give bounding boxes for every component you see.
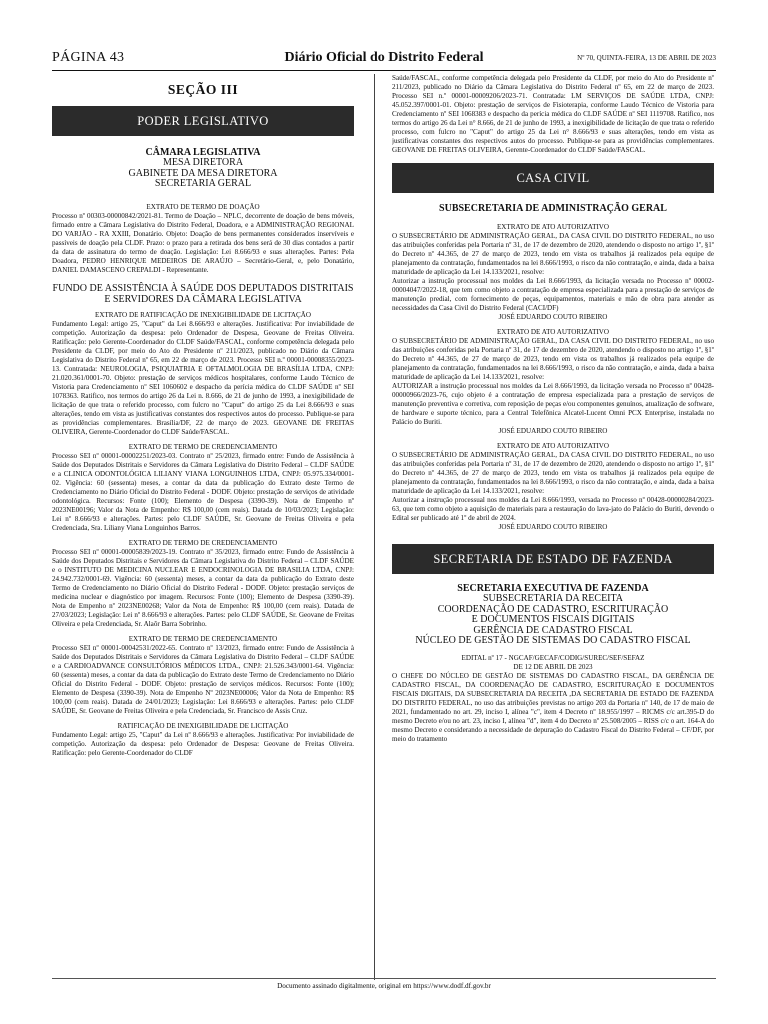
fund-title: FUNDO DE ASSISTÊNCIA À SAÚDE DOS DEPUTADOS DISTRITAIS E SERVIDORES DA CÂMARA LEGISLATIVA: [52, 282, 354, 305]
act-title: EXTRATO DE ATO AUTORIZATIVO: [496, 442, 610, 450]
act-body: Saúde/FASCAL, conforme competência delegada pelo Presidente da CLDF, por meio do Ato do Presidente nº 211/2023, publicado no Diário da Câmara Legislativa do Distrito Federal nº 65, em 22 de março de 2023. Processo SEI n.º 00001-00009206/2023-71. Contratada: LM SERVIÇOS DE SAÚDE LTDA, CNPJ: 45.052.397/0001-01. Objeto: prestação de serviços de Fisioterapia, conforme Laudo Técnico de Vistoria para Credenciamento nº SEI 1068383 e despacho da perícia médica do CLDF SAÚDE nº SEI 1119708. Ratifico, nos termos do artigo 26 da Lei n° 8.666, de 21 de junho de 1993, a inexigibilidade de licitação de que trata o referido processo, com fulcro no "Caput" do artigo 25 da Lei n° 8.666/93 e suas alterações, tendo em vista as justificativas constantes dos respectivos autos do processo. Publique-se para as providências complementares. GEOVANE DE FREITAS OLIVEIRA, Gerente-Coordenador do CLDF Saúde/FASCAL.: [392, 74, 714, 154]
left-column: [52, 74, 354, 978]
signer: JOSÉ EDUARDO COUTO RIBEIRO: [498, 427, 608, 435]
act-body: O SUBSECRETÁRIO DE ADMINISTRAÇÃO GERAL, DA CASA CIVIL DO DISTRITO FEDERAL, no uso das atribuições conferidas pela Portaria nº 31, de 17 de dezembro de 2020, atendendo o disposto no artigo 1º, §1º do Decreto nº 44.365, de 27 de março de 2023, tendo em vista os trabalhos já realizados pela equipe de planejamento da contratação, fundamentados na lei 8.666/1993, o risco da não contratação, e ainda, dada a baixa maturidade de aplicação da Lei 14.133/2021, resolve:: [392, 337, 714, 381]
org-line: E DOCUMENTOS FISCAIS DIGITAIS: [471, 614, 635, 626]
org-line: MESA DIRETORA: [162, 157, 244, 169]
footer-note: Documento assinado digitalmente, original em https://www.dodf.df.gov.br: [277, 982, 491, 990]
act-body: Processo nº 00303-00000842/2021-81. Termo de Doação – NPLC, decorrente de doação de bens móveis, firmado entre a Câmara Legislativa do Distrito Federal, Doadora, e a ADMINISTRAÇÃO REGIONAL DO VARJÃO - RA XXIII, Donatário. Objeto: Doação de bens permanentes considerados inservíveis e passíveis de doação pela CLDF. Prazo: o prazo para a retirada dos bens será de 30 dias contados a partir da data de assinatura do termo de doação. Legislação: Lei 8.666/93 e suas alterações. Partes: Pela Doadora, PEDRO HENRIQUE MEDEIROS DE ARAÚJO – Secretário-Geral, e, pelo Donatário, DANIEL DAMASCENO CREPALDI - Representante.: [52, 211, 354, 274]
act-body: Fundamento Legal: artigo 25, "Caput" da Lei 8.666/93 e alterações. Justificativa: Por inviabilidade de competição. Autorização da despesa: pelo Ordenador de Despesa, Geovane de Freitas Oliveira. Ratificação: pelo Gerente-Coordenador do CLDF Saúde/FASCAL, conforme competência delegada pelo Presidente da CLDF, por meio do Ato do Presidente nº 211/2023, publicado no Diário da Câmara Legislativa do Distrito Federal nº 65, em 22 de março de 2023. Processo SEI n.º 00001-00008355/2023-13. Contratada: NEUROLOGIA, PSIQUIATRIA E OFTALMOLOGIA DE BRASÍLIA LTDA, CNPJ: 21.020.361/0001-70. Objeto: prestação de serviços médicos hospitalares, conforme Laudo Técnico de Vistoria para Credenciamento nº SEI 1060602 e despacho da perícia médica do CLDF SAÚDE nº SEI 1078363. Ratifico, nos termos do artigo 26 da Lei n. 8.666, de 21 de junho de 1993, a inexigibilidade de licitação de que trata o referido processo, com fulcro no "Caput" do artigo 25 da Lei 8.666/93 e suas alterações, tendo em vista as justificativas constantes dos respectivos autos do processo. Publique-se para as providências complementares. Brasília/DF, 22 de março de 2023. GEOVANE DE FREITAS OLIVEIRA, Gerente-Coordenador do CLDF Saúde/FASCAL.: [52, 319, 354, 436]
org-line: SECRETARIA GERAL: [154, 178, 252, 190]
section-title: SEÇÃO III: [167, 82, 239, 97]
band-poder-legislativo: PODER LEGISLATIVO: [52, 106, 354, 136]
org-line: GERÊNCIA DE CADASTRO FISCAL: [473, 624, 633, 636]
act-body: O SUBSECRETÁRIO DE ADMINISTRAÇÃO GERAL, DA CASA CIVIL DO DISTRITO FEDERAL, no uso das atribuições conferidas pela Portaria nº 31, de 17 de dezembro de 2020, atendendo o disposto no artigo 1º, §1º do Decreto nº 44.365, de 27 de março de 2023, tendo em vista os trabalhos já realizados pela equipe de planejamento da contratação, fundamentados na lei 8.666/1993, o risco da não contratação, e ainda, dada a baixa maturidade de aplicação da Lei 14.133/2021, resolve:: [392, 232, 714, 276]
act-title: EXTRATO DE TERMO DE CREDENCIAMENTO: [128, 442, 278, 451]
act-title: EXTRATO DE TERMO DE DOAÇÃO: [146, 202, 260, 211]
band-casa-civil: CASA CIVIL: [392, 163, 714, 193]
act-title: EXTRATO DE TERMO DE CREDENCIAMENTO: [128, 634, 278, 643]
footer-rule: [52, 978, 716, 979]
org-line: CÂMARA LEGISLATIVA: [145, 147, 261, 158]
act-title: EXTRATO DE ATO AUTORIZATIVO: [496, 223, 610, 231]
org-line: NÚCLEO DE GESTÃO DE SISTEMAS DO CADASTRO FISCAL: [415, 635, 691, 647]
edital-date: DE 12 DE ABRIL DE 2023: [513, 663, 593, 672]
signer: JOSÉ EDUARDO COUTO RIBEIRO: [498, 523, 608, 531]
act-body: Processo SEI nº 00001-00005839/2023-19. Contrato nº 35/2023, firmado entre: Fundo de Assistência à Saúde dos Deputados Distritais e Servidores da Câmara Legislativa do Distrito Federal – CLDF SAÚDE e o INSTITUTO DE MEDICINA NUCLEAR E ENDOCRINOLOGIA DE BRASILIA LTDA, CNPJ: 24.942.732/0001-69. Vigência: 60 (sessenta) meses, a contar da data da publicação do Extrato deste Termo de Credenciamento no Diário Oficial do Distrito Federal - DODF. Objeto: prestação serviços de medicina nuclear e diagnóstico por imagem. Recursos: Fonte (100); Elemento de Despesa (3390-39). Nota de Empenho nº 2023NE00268; Valor da Nota de Empenho: R$ 100,00 (cem reais). Datada de 27/03/2023; Legislação: Lei nº 8.666/93 e alterações. Partes: pelo CLDF SAÚDE, Sr. Geovane de Freitas Oliveira e pela Credenciada, Sr. Alaôr Barra Sobrinho.: [52, 547, 354, 628]
act-title: EXTRATO DE RATIFICAÇÃO DE INEXIGIBILIDADE DE LICITAÇÃO: [94, 310, 312, 319]
org-line: GABINETE DA MESA DIRETORA: [128, 167, 278, 179]
act-body: Fundamento Legal: artigo 25, "Caput" da Lei nº 8.666/93 e alterações. Justificativa: Por inviabilidade de competição. Autorização da despesa: pelo Ordenador de Despesa: Geovane de Freitas Oliveira. Ratificação: pelo Gerente-Coordenador do CLDF: [52, 730, 354, 757]
sub-title: SUBSECRETARIA DE ADMINISTRAÇÃO GERAL: [439, 203, 667, 214]
org-line: SUBSECRETARIA DA RECEITA: [482, 593, 624, 605]
act-body: Autorizar a instrução processual nos moldes da Lei 8.666/1993, versada no Processo nº 00428-00000284/2023-63, que tem como objeto a aquisição de materiais para a restauração do lava-jato do Palácio do Buriti, devendo o Edital ser publicado até 1º de abril de 2024.: [392, 496, 714, 522]
act-body: Processo SEI nº 00001-00002251/2023-03. Contrato nº 25/2023, firmado entre: Fundo de Assistência à Saúde dos Deputados Distritais e Servidores da Câmara Legislativa do Distrito Federal – CLDF SAÚDE e a CLINICA ODONTOLÓGICA LILIANY VIANA LONGUINHOS LTDA, CNPJ: 05.975.334/0001-02. Vigência: 60 (sessenta) meses, a contar da data da publicação do Extrato deste Termo de Credenciamento no Diário Oficial do Distrito Federal - DODF. Objeto: prestação de serviços de atividade odontológica. Recursos: Fonte (100); Elemento de Despesa (3390-39). Nota de Empenho nº 2023NE00196; Valor da Nota de Empenho: R$ 100,00 (cem reais). Datada de 10/03/2023; Legislação: Lei nº 8.666/93 e alterações. Partes: pelo CLDF SAÚDE, Sr. Geovane de Freitas Oliveira e pela Credenciada, Sra. Liliany Viana Longuinhos Barros.: [52, 451, 354, 532]
band-secretaria-fazenda: SECRETARIA DE ESTADO DE FAZENDA: [392, 544, 714, 574]
org-line: SECRETARIA EXECUTIVA DE FAZENDA: [457, 583, 649, 594]
edital-title: EDITAL nº 17 - NGCAF/GECAF/CODIG/SUREC/SEF/SEFAZ: [461, 654, 645, 663]
act-title: EXTRATO DE ATO AUTORIZATIVO: [496, 328, 610, 336]
act-body: AUTORIZAR a instrução processual nos moldes da Lei 8.666/1993, da licitação versada no Processo nº 00428-00000966/2023-76, cujo objeto é a contratação de empresa especializada para a prestação de serviços de manutenção preventiva e corretiva, com reposição de peças e/ou componentes genuínos, atualização de software, de hardware e suporte técnico, para a Central Telefônica Alcatel-Lucent Omni PCX Enterprise, instalada no Palácio do Buriti.: [392, 382, 714, 426]
journal-title: Diário Oficial do Distrito Federal: [284, 50, 484, 65]
edition-date: Nº 70, QUINTA-FEIRA, 13 DE ABRIL DE 2023: [577, 54, 716, 62]
signer: JOSÉ EDUARDO COUTO RIBEIRO: [498, 313, 608, 321]
act-body: Processo SEI nº 00001-00042531/2022-65. Contrato nº 13/2023, firmado entre: Fundo de Assistência à Saúde dos Deputados Distritais e Servidores da Câmara Legislativa do Distrito Federal – CLDF SAÚDE e a CARDIOADVANCE CONSULTÓRIOS MÉDICOS LTDA., CNPJ: 21.526.343/0001-64. Vigência: 60 (sessenta) meses, a contar da data da publicação do Extrato deste Termo de Credenciamento no Diário Oficial do Distrito Federal - DODF. Objeto: prestação de serviços médicos. Recursos: Fonte (100); Elemento de Despesa (3390-39). Nota de Empenho Nº 2023NE00006; Valor da Nota de Empenho: R$ 100,00 (cem reais). Datada de 24/01/2023; Legislação: Lei 8.666/93 e alterações. Partes: pelo CLDF SAÚDE, Sr. Geovane de Freitas Oliveira e pela Credenciada, Sr. Francisco de Assis Cruz.: [52, 643, 354, 715]
act-title: RATIFICAÇÃO DE INEXIGIBILIDADE DE LICITAÇÃO: [117, 721, 289, 730]
column-divider: [374, 74, 375, 980]
act-body: O CHEFE DO NÚCLEO DE GESTÃO DE SISTEMAS DO CADASTRO FISCAL, DA GERÊNCIA DE CADASTRO FISCAL, DA COORDENAÇÃO DE CADASTRO, ESCRITURAÇÃO E DOCUMENTOS FISCAIS DIGITAIS, DA SUBSECRETARIA DA RECEITA ,DA SECRETARIA DE ESTADO DE FAZENDA DO DISTRITO FEDERAL, no uso das atribuições previstas no artigo 203 da Portaria nº 140, de 17 de maio de 2021, fundamentado no art. 29, inciso I, alínea "c", item 4 Decreto nº 18.955/1997 – RICMS c/c art.395-D do mesmo Decreto e/ou no art. 23, inciso I, alínea "d", item 4 do Decreto nº 25.508/2005 – RISS c/c o art. 164-A do mesmo Decreto e considerando a necessidade de depuração do Cadastro Fiscal do Distrito Federal – CF/DF, por meio do tratamento: [392, 672, 714, 744]
right-column: [392, 74, 714, 978]
act-body: O SUBSECRETÁRIO DE ADMINISTRAÇÃO GERAL, DA CASA CIVIL DO DISTRITO FEDERAL, no uso das atribuições conferidas pela Portaria nº 31, de 17 de dezembro de 2020, atendendo o disposto no artigo 1º, §1º do Decreto nº 44.365, de 27 de março de 2023, tendo em vista os trabalhos já realizados pela equipe de planejamento da contratação, fundamentados na lei 8.666/1993, o risco da não contratação, e ainda, dada a baixa maturidade de aplicação da Lei 14.133/2021, resolve:: [392, 451, 714, 495]
page-header: [52, 50, 716, 72]
org-line: COORDENAÇÃO DE CADASTRO, ESCRITURAÇÃO: [437, 603, 669, 615]
act-body: Autorizar a instrução processual nos moldes da Lei 8.666/1993, da licitação versada no Processo nº 00002-00004047/2022-18, que tem como objeto a contratação de empresa especializada para a prestação de serviços de manutenção predial, com fornecimento de peças, equipamentos, materiais e mão de obra para atender as necessidades da Casa Civil do Distrito Federal (CACI/DF): [392, 277, 714, 312]
header-rule: [52, 70, 716, 71]
page-number: PÁGINA 43: [52, 50, 125, 65]
act-title: EXTRATO DE TERMO DE CREDENCIAMENTO: [128, 538, 278, 547]
